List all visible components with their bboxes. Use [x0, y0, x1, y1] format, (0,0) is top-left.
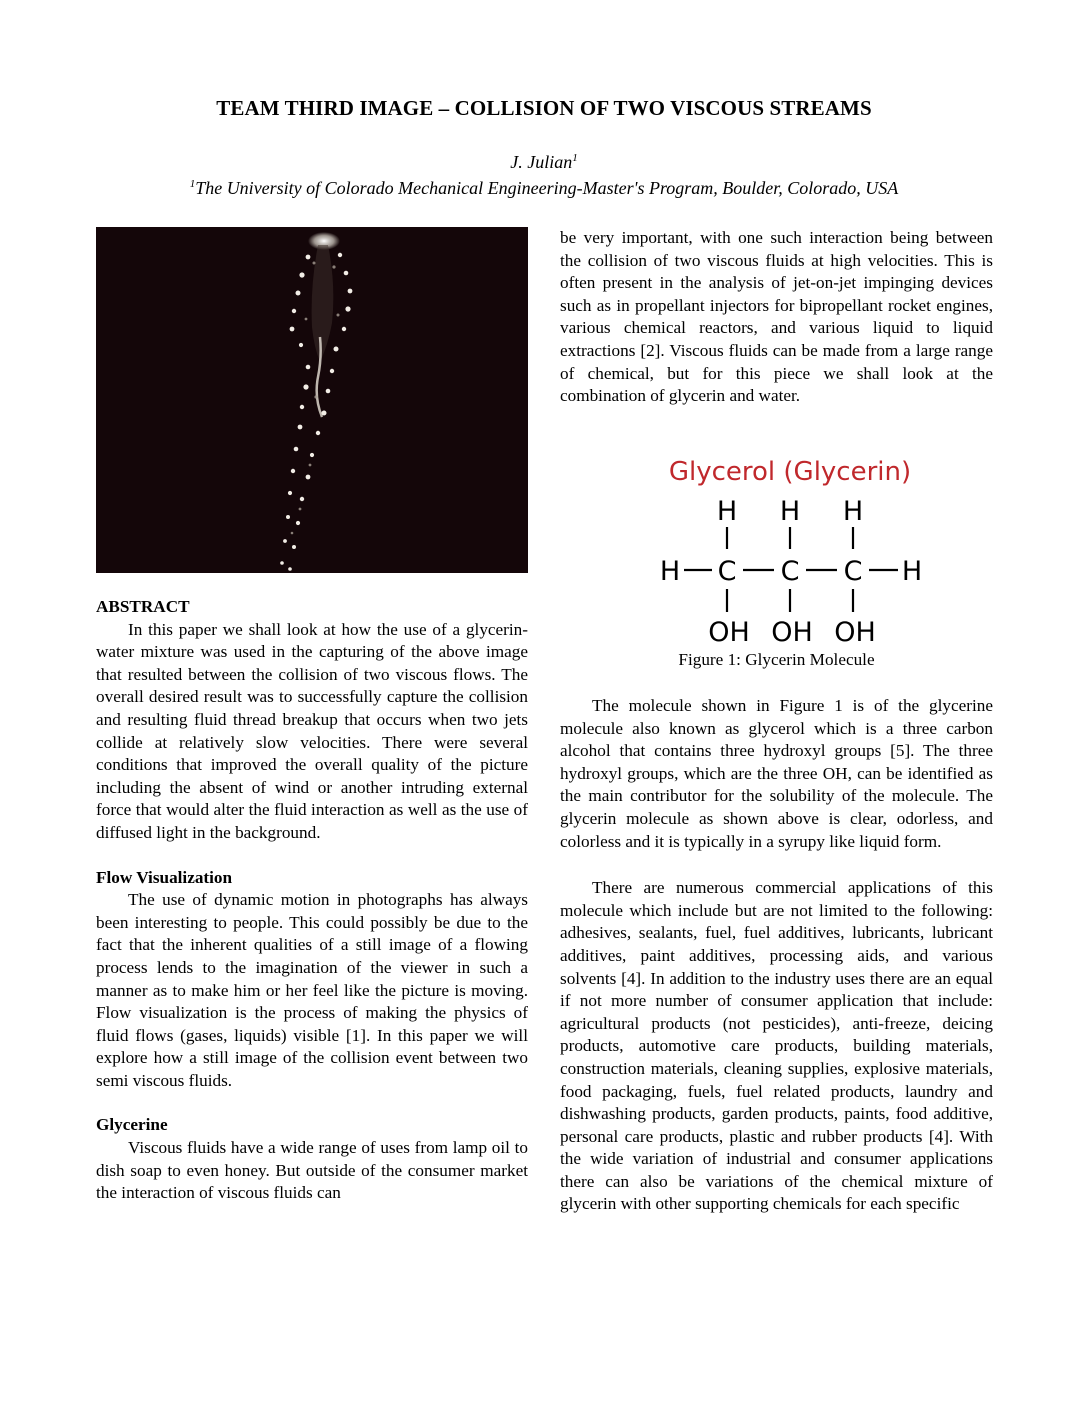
h-top-1: H [716, 496, 738, 527]
glycerol-molecule-diagram [650, 452, 930, 657]
hydroxyl-1: OH [708, 617, 750, 648]
continuation-text: be very important, with one such interaction being between the collision of two viscous fluids at high velocities. This is often present in the analysis of jet-on-jet impinging devices such as in propellant injectors for bipropellant rocket engines, various chemical reactors, and various liquid to liquid extractions [2]. Viscous fluids can be made from a large range of chemical, but for this piece we shall look at the combination of glycerin and water. [560, 228, 993, 406]
glycerine-heading: Glycerine [96, 1115, 168, 1135]
figure-1-caption: Figure 1: Glycerin Molecule [678, 650, 875, 669]
affiliation-marker: 1 [189, 178, 196, 190]
carbon-2: C [780, 556, 800, 587]
right-column-top [560, 227, 993, 408]
paper-title: TEAM THIRD IMAGE – COLLISION OF TWO VISCOUS STREAMS [216, 96, 872, 120]
flow-visualization-text: The use of dynamic motion in photographs has always been interesting to people. This could possibly be due to the fact that the inherent qualities of a still image of a flowing process lends to the imagination of the viewer in such a manner as to make him or her feel like the picture is moving. Flow visualization is the process of making the physics of fluid flows (gases, liquids) visible [1]. In this paper we will explore how a still image of the collision event between two semi viscous fluids. [96, 890, 528, 1090]
molecule-paragraph: The molecule shown in Figure 1 is of the glycerine molecule also known as glycerol which is a three carbon alcohol that contains three hydroxyl groups [5]. The three hydroxyl groups, which are the three OH, can be identified as the main contributor for the solubility of the molecule. The glycerin molecule as shown above is clear, odorless, and colorless and it is typically in a syrupy like liquid form. [560, 696, 993, 851]
author-line [0, 152, 1088, 173]
carbon-1: C [717, 556, 737, 587]
molecule-svg [650, 452, 930, 657]
stream-photo-svg [96, 227, 528, 573]
affiliation-text: The University of Colorado Mechanical Engineering-Master's Program, Boulder, Colorado, USA [195, 178, 899, 198]
left-column [96, 596, 528, 1205]
stream-collision-photo [96, 227, 528, 573]
hydroxyl-3: OH [834, 617, 876, 648]
abstract-heading: ABSTRACT [96, 597, 190, 616]
abstract-text: In this paper we shall look at how the use of a glycerin-water mixture was used in the capturing of the above image that resulted between the collision of two viscous flows. The overall desired result was to successfully capture the collision and resulting fluid thread breakup that occurs when two jets collide at relatively slow velocities. There were several conditions that improved the overall quality of the picture including the absent of wind or another intruding external force that would alter the fluid interaction as well as the use of diffused light in the background. [96, 619, 528, 842]
applications-paragraph: There are numerous commercial applications of this molecule which include but are not limited to the following: adhesives, sealants, fuel, fuel additives, lubricants, lubricant additives, paint additives, processing aids, and various solvents [4]. In addition to the industry uses there are an equal if not more number of consumer application that include: agricultural products (not pesticides), anti-freeze, deicing products, automotive care products, building materials, construction materials, cleaning supplies, explosive materials, food packaging, fuels, fuel related products, laundry and dishwashing products, garden products, paints, food additive, personal care products, plastic and rubber products [4]. With the wide variation of industrial and consumer applications there can also be variations of the chemical mixture of glycerin with other supporting chemicals for each specific [560, 878, 993, 1214]
right-column-bottom [560, 695, 993, 1216]
glycerine-text: Viscous fluids have a wide range of uses from lamp oil to dish soap to even honey. But outside of the consumer market the interaction of viscous fluids can [96, 1138, 528, 1203]
h-right: H [901, 556, 923, 587]
diagram-title: Glycerol (Glycerin) [668, 457, 912, 487]
carbon-3: C [843, 556, 863, 587]
h-left: H [659, 556, 681, 587]
h-top-2: H [779, 496, 801, 527]
affiliation-line [0, 178, 1088, 199]
author-marker: 1 [572, 152, 578, 164]
author-name: J. Julian [510, 152, 573, 172]
h-top-3: H [842, 496, 864, 527]
flow-visualization-heading: Flow Visualization [96, 867, 233, 887]
hydroxyl-2: OH [771, 617, 813, 648]
